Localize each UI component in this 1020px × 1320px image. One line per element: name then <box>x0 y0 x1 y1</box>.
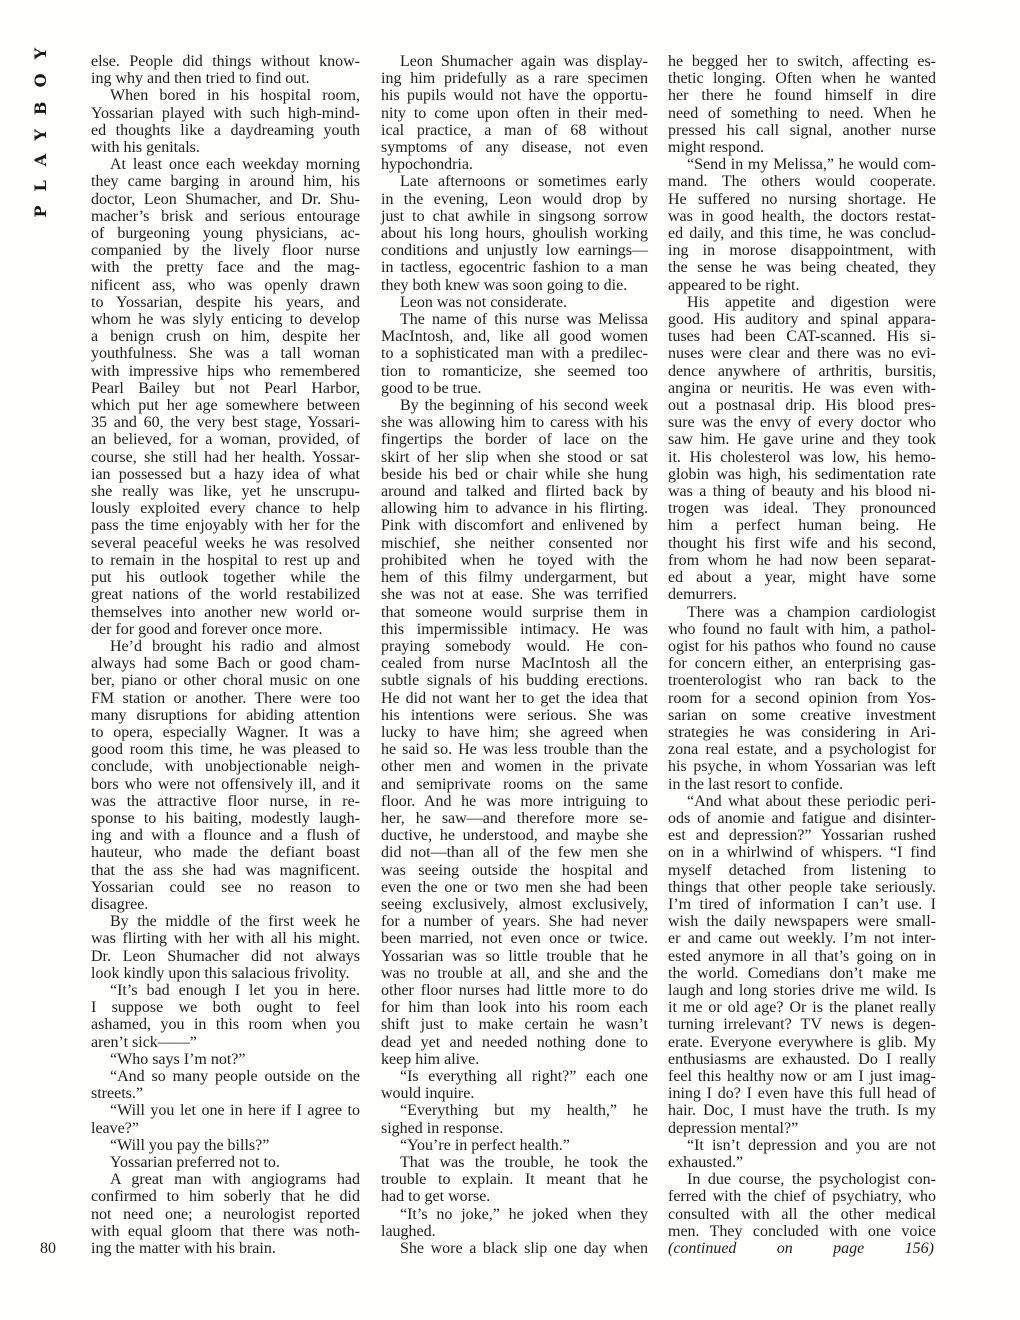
text-line: At least once each weekday morning <box>110 156 360 174</box>
text-line: feel this healthy now or am I just imag- <box>668 1067 936 1085</box>
text-line: his intentions were serious. She was <box>381 706 648 724</box>
text-line: for him than look into his room each <box>381 999 648 1017</box>
text-line: erate. Everyone everywhere is glib. My <box>668 1033 936 1051</box>
text-line: who found no fault with him, a pathol- <box>668 620 936 638</box>
paragraph <box>381 1068 648 1102</box>
paragraph <box>668 1137 936 1171</box>
text-line: turning irrelevant? TV news is degen- <box>668 1016 936 1034</box>
text-line: “Is everything all right?” each one <box>400 1067 648 1085</box>
text-line: even the one or two men she had been <box>381 878 648 896</box>
paragraph <box>668 53 936 156</box>
text-line: Leon was not considerate. <box>400 293 568 311</box>
text-line: “It isn’t depression and you are not <box>687 1136 936 1154</box>
text-line: him a perfect human being. He <box>668 517 936 535</box>
text-line: conclude, with unobjectionable neigh- <box>91 758 360 776</box>
paragraph <box>381 1137 648 1154</box>
text-line: Leon Shumacher again was display- <box>400 53 648 70</box>
paragraph <box>91 913 360 982</box>
text-line: with equal gloom that there was noth- <box>91 1222 360 1240</box>
text-line: from whom he had now been separat- <box>668 551 936 569</box>
text-line: would inquire. <box>381 1085 475 1103</box>
text-line: He suffered no nursing shortage. He <box>668 190 936 208</box>
text-line: shift just to make certain he wasn’t <box>381 1016 648 1034</box>
text-line: ber, piano or other choral music on one <box>91 672 360 690</box>
text-line: might respond. <box>668 139 764 157</box>
text-line: to Yossarian, despite his years, and <box>91 293 360 311</box>
paragraph <box>91 1051 360 1068</box>
text-line: “It’s bad enough I let you in here. <box>110 981 360 999</box>
text-line: themselves into another new world or- <box>91 603 360 621</box>
text-line: skirt of her slip when she stood or sat <box>381 448 648 466</box>
continued-note: (continued on page 156) <box>668 1240 934 1258</box>
paragraph <box>668 156 936 294</box>
text-line: pressed his call signal, another nurse <box>668 121 936 139</box>
text-line: bors who were not offensively ill, and it <box>91 775 360 793</box>
text-line: she really was like, yet he unscrupu- <box>91 483 360 501</box>
paragraph <box>668 294 936 604</box>
paragraph <box>381 1206 648 1240</box>
text-line: had to get worse. <box>381 1188 491 1206</box>
text-column-1 <box>91 53 360 1257</box>
text-line: several peaceful weeks he was resolved <box>91 534 360 552</box>
text-line: ical practice, a man of 68 without <box>381 121 648 139</box>
text-line: been married, not even once or twice. <box>381 930 648 948</box>
paragraph <box>91 156 360 638</box>
text-line: cealed from nurse MacIntosh all the <box>381 655 648 673</box>
text-line: and semiprivate rooms on the same <box>381 775 648 793</box>
text-line: thought his first wife and his second, <box>668 534 936 552</box>
text-line: other floor nurses had little more to do <box>381 981 648 999</box>
text-line: it. His cholesterol was low, his hemo- <box>668 448 936 466</box>
text-line: Yossarian played with such high-mind- <box>91 104 360 122</box>
text-line: tuses had been CAT-scanned. His si- <box>668 328 936 346</box>
text-line: exhausted.” <box>668 1154 744 1171</box>
text-line: that the ass she had was magnificent. <box>91 861 360 879</box>
paragraph <box>381 1240 648 1257</box>
text-line: about his long hours, ghoulish working <box>381 225 648 243</box>
text-line: nity to come upon often in their med- <box>381 104 648 122</box>
text-line: ogist for his pathos who found no cause <box>668 637 936 655</box>
text-line: was no trouble at all, and she and the <box>381 964 648 982</box>
text-line: did not—than all of the few men she <box>381 844 648 862</box>
text-line: they both knew was soon going to die. <box>381 276 628 294</box>
running-head: PLAYBOY <box>31 34 50 218</box>
text-line: the sense he was being cheated, they <box>668 259 936 277</box>
text-line: dence anywhere of arthritis, bursitis, <box>668 362 936 380</box>
page-number: 80 <box>40 1240 56 1257</box>
text-line: sighed in response. <box>381 1119 504 1137</box>
text-line: trogen was ideal. They pronounced <box>668 500 936 518</box>
text-line: thetic longing. Often when he wanted <box>668 70 936 88</box>
text-line: By the middle of the first week he <box>110 913 360 931</box>
text-column-3 <box>668 53 936 1257</box>
text-line: youthfulness. She was a tall woman <box>91 345 360 363</box>
text-line: good. His auditory and spinal appara- <box>668 311 936 329</box>
text-line: fingertips the border of lace on the <box>381 431 648 449</box>
text-line: Yossarian preferred not to. <box>110 1154 280 1171</box>
text-line: 35 and 60, the very best stage, Yossari- <box>91 414 360 432</box>
paragraph <box>91 1102 360 1136</box>
text-line: sarian on some creative investment <box>668 706 936 724</box>
text-line: need of something to need. When he <box>668 104 936 122</box>
text-line: things that other people take seriously. <box>668 878 936 896</box>
text-line: whom he was slyly enticing to develop <box>91 311 360 329</box>
paragraph <box>668 604 936 793</box>
text-line: saw him. He gave urine and they took <box>668 431 936 449</box>
text-line: the world. Comedians don’t make me <box>668 964 936 982</box>
paragraph <box>91 1068 360 1102</box>
text-line: ing him pridefully as a rare specimen <box>381 70 648 88</box>
text-line: zona real estate, and a psychologist for <box>668 741 936 759</box>
paragraph <box>91 87 360 156</box>
text-line: with his genitals. <box>91 139 200 157</box>
text-line: this impermissible intimacy. He was <box>381 620 648 638</box>
paragraph <box>381 294 648 311</box>
text-line: beside his bed or chair while she hung <box>381 465 648 483</box>
text-line: He’d brought his radio and almost <box>110 637 360 655</box>
text-line: “Everything but my health,” he <box>400 1102 648 1120</box>
text-line: with impressive hips who remembered <box>91 362 360 380</box>
text-line: macher’s brisk and serious entourage <box>91 207 360 225</box>
text-line: to opera, especially Wagner. It was a <box>91 723 360 741</box>
text-line: men. They concluded with one voice <box>668 1222 936 1240</box>
paragraph <box>668 1171 936 1240</box>
text-line: was in good health, the doctors restat- <box>668 207 936 225</box>
paragraph <box>91 1171 360 1257</box>
text-line: ductive, he understood, and maybe she <box>381 827 648 845</box>
text-line: myself detached from listening to <box>668 861 936 879</box>
text-line: with the pretty face and the mag- <box>91 259 360 277</box>
text-line: The name of this nurse was Melissa <box>400 311 648 329</box>
paragraph <box>91 638 360 913</box>
paragraph <box>381 311 648 397</box>
text-line: ing the matter with his brain. <box>91 1240 276 1258</box>
paragraph <box>381 53 648 173</box>
text-line: prohibited when he toyed with the <box>381 551 648 569</box>
text-line: hauteur, who made the defiant boast <box>91 844 360 862</box>
text-line: her, he saw—and therefore more se- <box>381 809 648 827</box>
text-line: was the attractive floor nurse, in re- <box>91 792 360 810</box>
text-line: sponse to his baiting, modestly laugh- <box>91 809 360 827</box>
text-line: not need one; a neurologist reported <box>91 1205 360 1223</box>
text-line: pass the time enjoyably with her for the <box>91 517 360 535</box>
text-line: for concern either, an enterprising gas- <box>668 655 936 673</box>
text-line: it me or old age? Or is the planet really <box>668 999 936 1017</box>
text-line: he begged her to switch, affecting es- <box>668 53 936 70</box>
text-line: ed about a year, might have some <box>668 569 936 587</box>
text-column-2 <box>381 53 648 1257</box>
text-line: floor. And he was more intriguing to <box>381 792 648 810</box>
text-line: A great man with angiograms had <box>110 1171 360 1189</box>
text-line: MacIntosh, and, like all good women <box>381 328 648 346</box>
text-line: “You’re in perfect health.” <box>400 1136 570 1154</box>
text-line: an believed, for a woman, provided, of <box>91 431 360 449</box>
text-line: ining I do? I even have this full head of <box>668 1085 936 1103</box>
text-line: her there he found himself in dire <box>668 87 936 105</box>
text-line: He did not want her to get the idea that <box>381 689 648 707</box>
text-line: which put her age somewhere between <box>91 397 360 415</box>
text-line: That was the trouble, he took the <box>400 1154 648 1171</box>
text-line: keep him alive. <box>381 1050 480 1068</box>
text-line: other men and women in the private <box>381 758 648 776</box>
text-line: appeared to be right. <box>668 276 800 294</box>
paragraph <box>381 173 648 293</box>
text-line: leave?” <box>91 1119 139 1137</box>
text-line: he said so. He was less trouble than the <box>381 741 648 759</box>
text-line: laugh and long stories drive me wild. Is <box>668 981 936 999</box>
text-line: Yossarian was so little trouble that he <box>381 947 648 965</box>
text-line: praying somebody would. He con- <box>381 637 648 655</box>
text-line: der for good and forever once more. <box>91 620 323 638</box>
text-line: always had some Bach or good cham- <box>91 655 360 673</box>
paragraph <box>91 1137 360 1154</box>
text-line: ed daily, and this time, he was conclud- <box>668 225 936 243</box>
text-line: est and depression?” Yossarian rushed <box>668 827 936 845</box>
text-line: conditions and unjustly low earnings— <box>381 242 648 260</box>
text-line: confirmed to him soberly that he did <box>91 1188 360 1206</box>
text-line: “Send in my Melissa,” he would com- <box>687 156 936 174</box>
text-line: was a thing of beauty and his blood ni- <box>668 483 936 501</box>
text-line: around and talked and flirted back by <box>381 483 648 501</box>
text-line: she was allowing him to caress with his <box>381 414 648 432</box>
text-line: “It’s no joke,” he joked when they <box>400 1205 648 1223</box>
text-line: “Who says I’m not?” <box>110 1050 246 1068</box>
paragraph <box>381 397 648 1068</box>
text-line: ing in morose disappointment, with <box>668 242 936 260</box>
text-line: put his outlook together while the <box>91 569 360 587</box>
text-line: in tactless, egocentric fashion to a man <box>381 259 648 277</box>
text-line: There was a champion cardiologist <box>687 603 936 621</box>
text-line: good to be true. <box>381 379 482 397</box>
paragraph <box>381 1154 648 1206</box>
text-line: that someone would surprise them in <box>381 603 648 621</box>
text-line: to remain in the hospital to rest up and <box>91 551 360 569</box>
text-line: in the last resort to confide. <box>668 775 844 793</box>
text-line: Pearl Bailey but not Pearl Harbor, <box>91 379 360 397</box>
text-line: was flirting with her with all his might. <box>91 930 360 948</box>
paragraph <box>91 982 360 1051</box>
text-line: mischief, she neither consented nor <box>381 534 648 552</box>
text-line: for a number of years. She had never <box>381 913 648 931</box>
text-line: hem of this filmy undergarment, but <box>381 569 648 587</box>
text-line: ing and with a flounce and a flush of <box>91 827 360 845</box>
text-line: laughed. <box>381 1222 436 1240</box>
text-line: nificent ass, who was openly drawn <box>91 276 360 294</box>
text-line: tion to romanticize, she seemed too <box>381 362 648 380</box>
text-line: doctor, Leon Shumacher, and Dr. Shu- <box>91 190 360 208</box>
text-line: ed thoughts like a daydreaming youth <box>91 121 360 139</box>
text-line: ods of anomie and fatigue and disinter- <box>668 809 936 827</box>
text-line: seeing exclusively, almost exclusively, <box>381 895 648 913</box>
text-line: I suppose we both ought to feel <box>91 999 360 1017</box>
text-line: great nations of the world restabilized <box>91 586 360 604</box>
text-line: When bored in his hospital room, <box>110 87 360 105</box>
text-line: strategies he was considering in Ari- <box>668 723 936 741</box>
text-line: “And so many people outside on the <box>110 1067 360 1085</box>
text-line: lously exploited every chance to help <box>91 500 360 518</box>
text-line: ferred with the chief of psychiatry, who <box>668 1188 936 1206</box>
text-line: aren’t sick——” <box>91 1033 197 1051</box>
text-line: of burgeoning young physicians, ac- <box>91 225 360 243</box>
text-line: hair. Doc, I must have the truth. Is my <box>668 1102 936 1120</box>
text-line: she was not at ease. She was terrified <box>381 586 648 604</box>
text-line: trouble to explain. It meant that he <box>381 1171 648 1189</box>
text-line: look kindly upon this salacious frivolity. <box>91 964 350 982</box>
text-line: streets.” <box>91 1085 143 1103</box>
text-line: enthusiasms are exhausted. Do I really <box>668 1050 936 1068</box>
text-line: disagree. <box>91 895 149 913</box>
text-line: His appetite and digestion were <box>687 293 936 311</box>
text-line: out a postnasal drip. His blood pres- <box>668 397 936 415</box>
text-line: lucky to have him; she agreed when <box>381 723 648 741</box>
text-line: depression mental?” <box>668 1119 799 1137</box>
text-line: angina or neuritis. He was even with- <box>668 379 936 397</box>
text-line: In due course, the psychologist con- <box>687 1171 936 1189</box>
text-line: mand. The others would cooperate. <box>668 173 936 191</box>
text-line: nuses were clear and there was no evi- <box>668 345 936 363</box>
text-line: Yossarian could see no reason to <box>91 878 360 896</box>
text-line: a benign crush on him, despite her <box>91 328 360 346</box>
text-line: hypochondria. <box>381 156 473 174</box>
text-line: By the beginning of his second week <box>400 397 648 415</box>
text-line: they came barging in around him, his <box>91 173 360 191</box>
text-line: allowing him to advance in his flirting. <box>381 500 648 518</box>
text-line: Pink with discomfort and enlivened by <box>381 517 648 535</box>
paragraph <box>668 793 936 1137</box>
text-line: “Will you pay the bills?” <box>110 1136 270 1154</box>
text-line: She wore a black slip one day when <box>400 1240 648 1258</box>
text-line: consulted with all the other medical <box>668 1205 936 1223</box>
text-line: “Will you let one in here if I agree to <box>110 1102 360 1120</box>
text-line: Dr. Leon Shumacher did not always <box>91 947 360 965</box>
text-line: “And what about these periodic peri- <box>687 792 936 810</box>
paragraph <box>381 1102 648 1136</box>
text-line: many disruptions for abiding attention <box>91 706 360 724</box>
text-line: on in a whirlwind of whispers. “I find <box>668 844 936 862</box>
text-line: ested anymore in all that’s going on in <box>668 947 936 965</box>
text-line: else. People did things without know- <box>91 53 360 70</box>
text-line: globin was high, his sedimentation rate <box>668 465 936 483</box>
text-line: just to chat awhile in singsong sorrow <box>381 207 648 225</box>
text-line: dead yet and needed nothing done to <box>381 1033 648 1051</box>
text-line: course, she still had her health. Yossar- <box>91 448 360 466</box>
text-line: FM station or another. There were too <box>91 689 360 707</box>
text-line: good room this time, he was pleased to <box>91 741 360 759</box>
text-line: his pupils would not have the opportu- <box>381 87 648 105</box>
text-line: room for a second opinion from Yos- <box>668 689 936 707</box>
text-line: symptoms of any disease, not even <box>381 139 648 157</box>
text-line: ian possessed but a hazy idea of what <box>91 465 360 483</box>
text-line: to a sophisticated man with a predilec- <box>381 345 648 363</box>
text-line: subtle signals of his budding erections. <box>381 672 648 690</box>
paragraph <box>91 53 360 87</box>
text-line: wish the daily newspapers were small- <box>668 913 936 931</box>
text-line: troenterologist who ran back to the <box>668 672 936 690</box>
text-line: was seeing outside the hospital and <box>381 861 648 879</box>
text-line: in the evening, Leon would drop by <box>381 190 648 208</box>
text-line: I’m tired of information I can’t use. I <box>668 895 936 913</box>
text-line: sure was the envy of every doctor who <box>668 414 936 432</box>
text-line: companied by the lively floor nurse <box>91 242 360 260</box>
text-line: ashamed, you in this room when you <box>91 1016 360 1034</box>
text-line: ing why and then tried to find out. <box>91 70 310 88</box>
text-line: er and came out weekly. I’m not inter- <box>668 930 936 948</box>
text-line: his psyche, in whom Yossarian was left <box>668 758 936 776</box>
paragraph <box>91 1154 360 1171</box>
text-line: Late afternoons or sometimes early <box>400 173 648 191</box>
text-line: demurrers. <box>668 586 737 604</box>
